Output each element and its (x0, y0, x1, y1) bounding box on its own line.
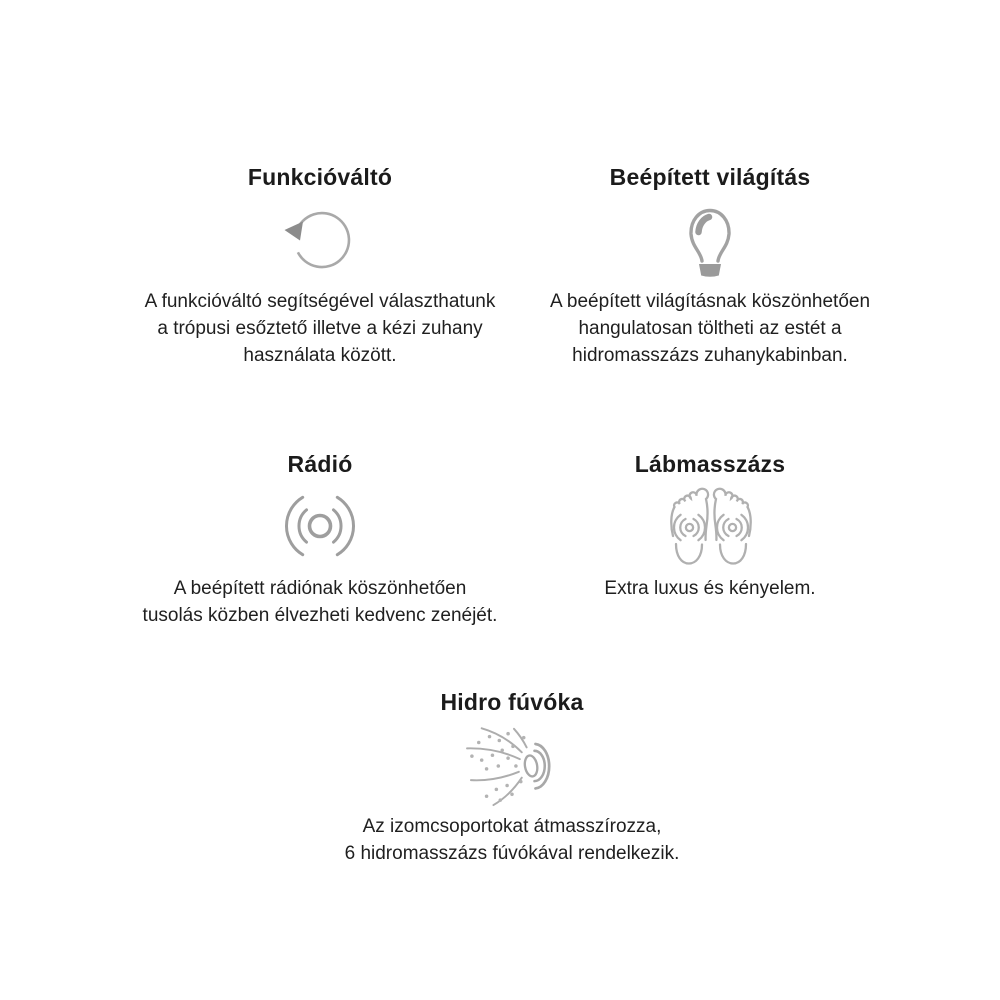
feature-labmasszazs (490, 451, 930, 602)
feet-massage-icon (490, 482, 930, 570)
desc-line: A beépített világításnak köszönhetően (549, 291, 871, 312)
feature-description (100, 288, 540, 369)
feature-title: Funkcióváltó (247, 164, 393, 190)
desc-line: tusolás közben élvezheti kedvenc zenéjét. (142, 605, 498, 626)
feature-hidro-fuvoka (292, 689, 732, 867)
desc-line: Extra luxus és kényelem. (604, 578, 816, 599)
desc-line: használata között. (243, 345, 397, 366)
desc-line: 6 hidromasszázs fúvókával rendelkezik. (344, 843, 680, 864)
feature-beepitett-vilagitas (490, 164, 930, 369)
feature-funkciovalto (100, 164, 540, 369)
feature-title: Rádió (287, 451, 353, 477)
feature-title: Lábmasszázs (634, 451, 786, 477)
lightbulb-icon (490, 195, 930, 283)
feature-description (490, 288, 930, 369)
desc-line: A beépített rádiónak köszönhetően (173, 578, 467, 599)
radio-waves-icon (100, 482, 540, 570)
feature-title: Beépített világítás (609, 164, 811, 190)
water-jet-icon (292, 720, 732, 808)
desc-line: hidromasszázs zuhanykabinban. (572, 345, 848, 366)
feature-description (292, 813, 732, 867)
desc-line: A funkcióváltó segítségével választhatunk (144, 291, 496, 312)
desc-line: hangulatosan töltheti az estét a (578, 318, 842, 339)
feature-radio (100, 451, 540, 629)
feature-title: Hidro fúvóka (440, 689, 584, 715)
feature-description (100, 575, 540, 629)
rotate-arrow-icon (100, 195, 540, 283)
desc-line: Az izomcsoportokat átmasszírozza, (362, 816, 662, 837)
feature-description (490, 575, 930, 602)
desc-line: a trópusi esőztető illetve a kézi zuhany (157, 318, 483, 339)
